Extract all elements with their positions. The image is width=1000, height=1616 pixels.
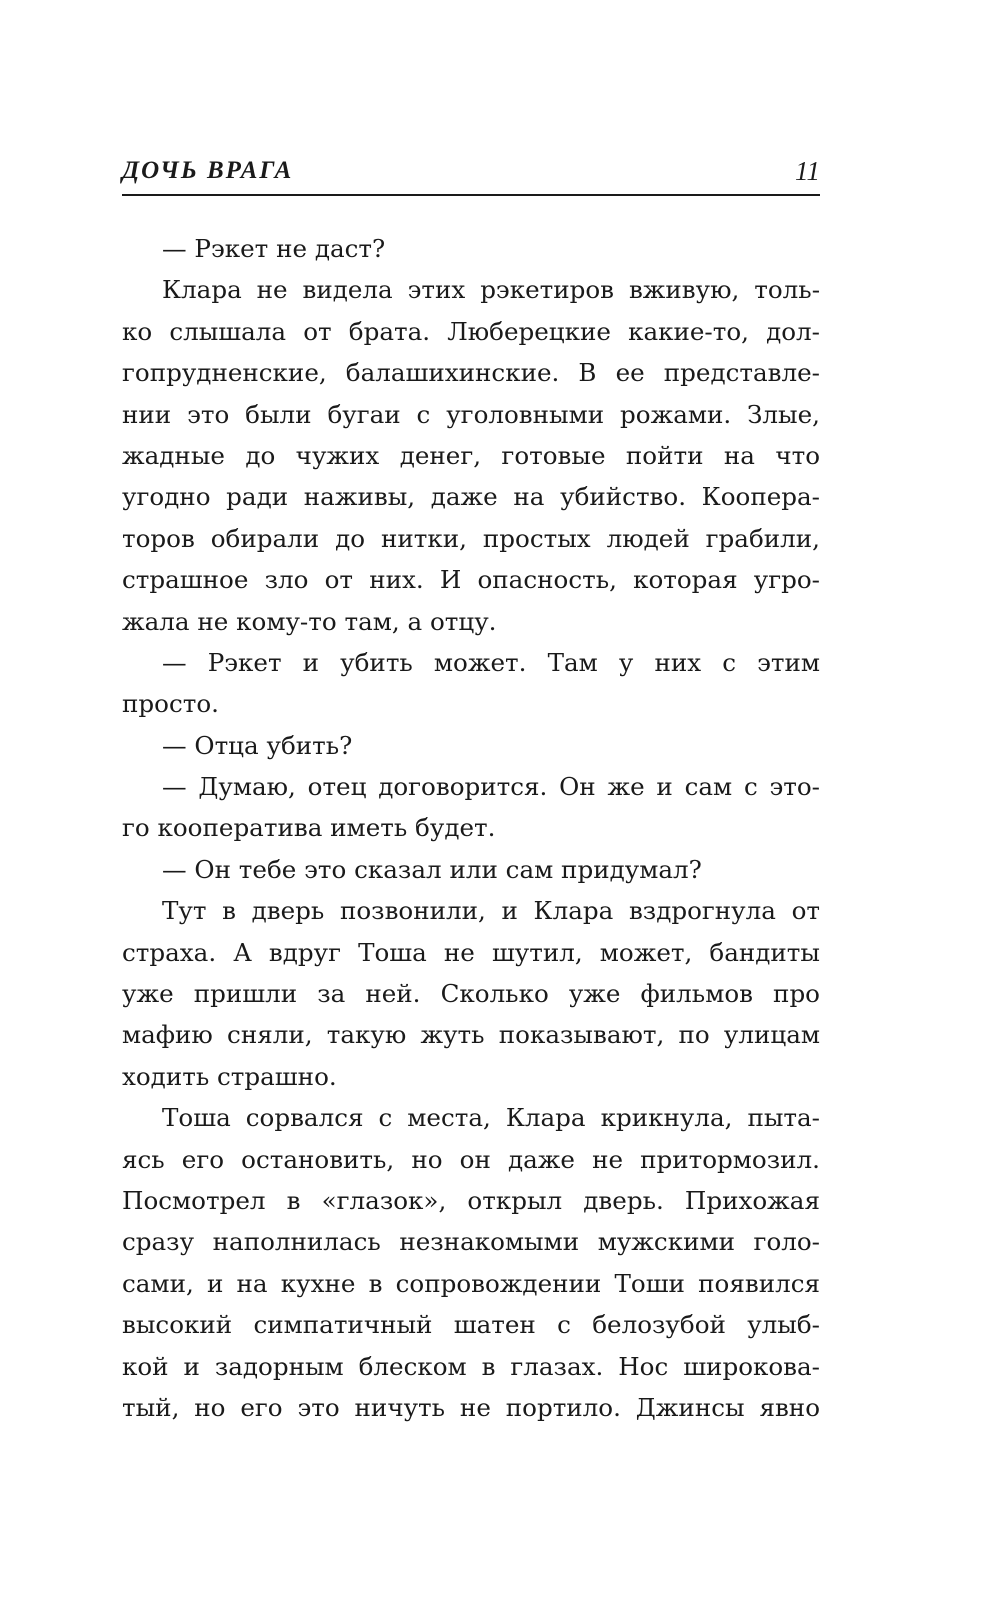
text-line: просто. [122, 689, 219, 719]
running-title: ДОЧЬ ВРАГА [122, 157, 294, 184]
page-number: 11 [795, 156, 820, 186]
text-line: ходить страшно. [122, 1061, 337, 1091]
text-line: Посмотрел в «глазок», открыл дверь. Прихожая [122, 1185, 820, 1215]
text-line: страшное зло от них. И опасность, которая угро- [122, 565, 820, 595]
body-text [122, 228, 820, 1428]
text-line: жала не кому-то там, а отцу. [122, 606, 497, 636]
text-line: угодно ради наживы, даже на убийство. Коопера- [122, 482, 820, 512]
text-line: мафию сняли, такую жуть показывают, по улицам [122, 1020, 820, 1050]
text-line: — Отца убить? [162, 730, 353, 760]
text-line: сразу наполнилась незнакомыми мужскими голо- [122, 1227, 820, 1257]
text-line: Тоша сорвался с места, Клара крикнула, пыта- [162, 1103, 820, 1133]
text-line: — Рэкет и убить может. Там у них с этим [162, 647, 820, 677]
text-line: страха. А вдруг Тоша не шутил, может, бандиты [122, 937, 820, 967]
text-line: сами, и на кухне в сопровождении Тоши появился [122, 1268, 820, 1298]
text-line: го кооператива иметь будет. [122, 813, 496, 843]
text-line: — Он тебе это сказал или сам придумал? [162, 854, 702, 884]
text-line: Клара не видела этих рэкетиров вживую, толь- [162, 275, 820, 305]
text-line: нии это были бугаи с уголовными рожами. Злые, [122, 399, 820, 429]
text-line: Тут в дверь позвонили, и Клара вздрогнула от [162, 896, 820, 926]
text-line: уже пришли за ней. Сколько уже фильмов про [122, 979, 820, 1009]
text-line: — Рэкет не даст? [162, 234, 386, 263]
text-line: — Думаю, отец договорится. Он же и сам с это- [162, 772, 820, 802]
text-line: гопрудненские, балашихинские. В ее представле- [122, 358, 820, 388]
text-line: ко слышала от брата. Люберецкие какие-то, дол- [122, 316, 820, 346]
text-line: тый, но его это ничуть не портило. Джинсы явно [122, 1392, 820, 1422]
text-line: торов обирали до нитки, простых людей грабили, [122, 523, 820, 553]
text-line: жадные до чужих денег, готовые пойти на что [122, 440, 820, 470]
text-line: высокий симпатичный шатен с белозубой улыб- [122, 1310, 820, 1340]
page-header [122, 150, 820, 196]
text-line: кой и задорным блеском в глазах. Нос широкова- [122, 1351, 820, 1381]
text-line: ясь его остановить, но он даже не притормозил. [122, 1144, 820, 1174]
